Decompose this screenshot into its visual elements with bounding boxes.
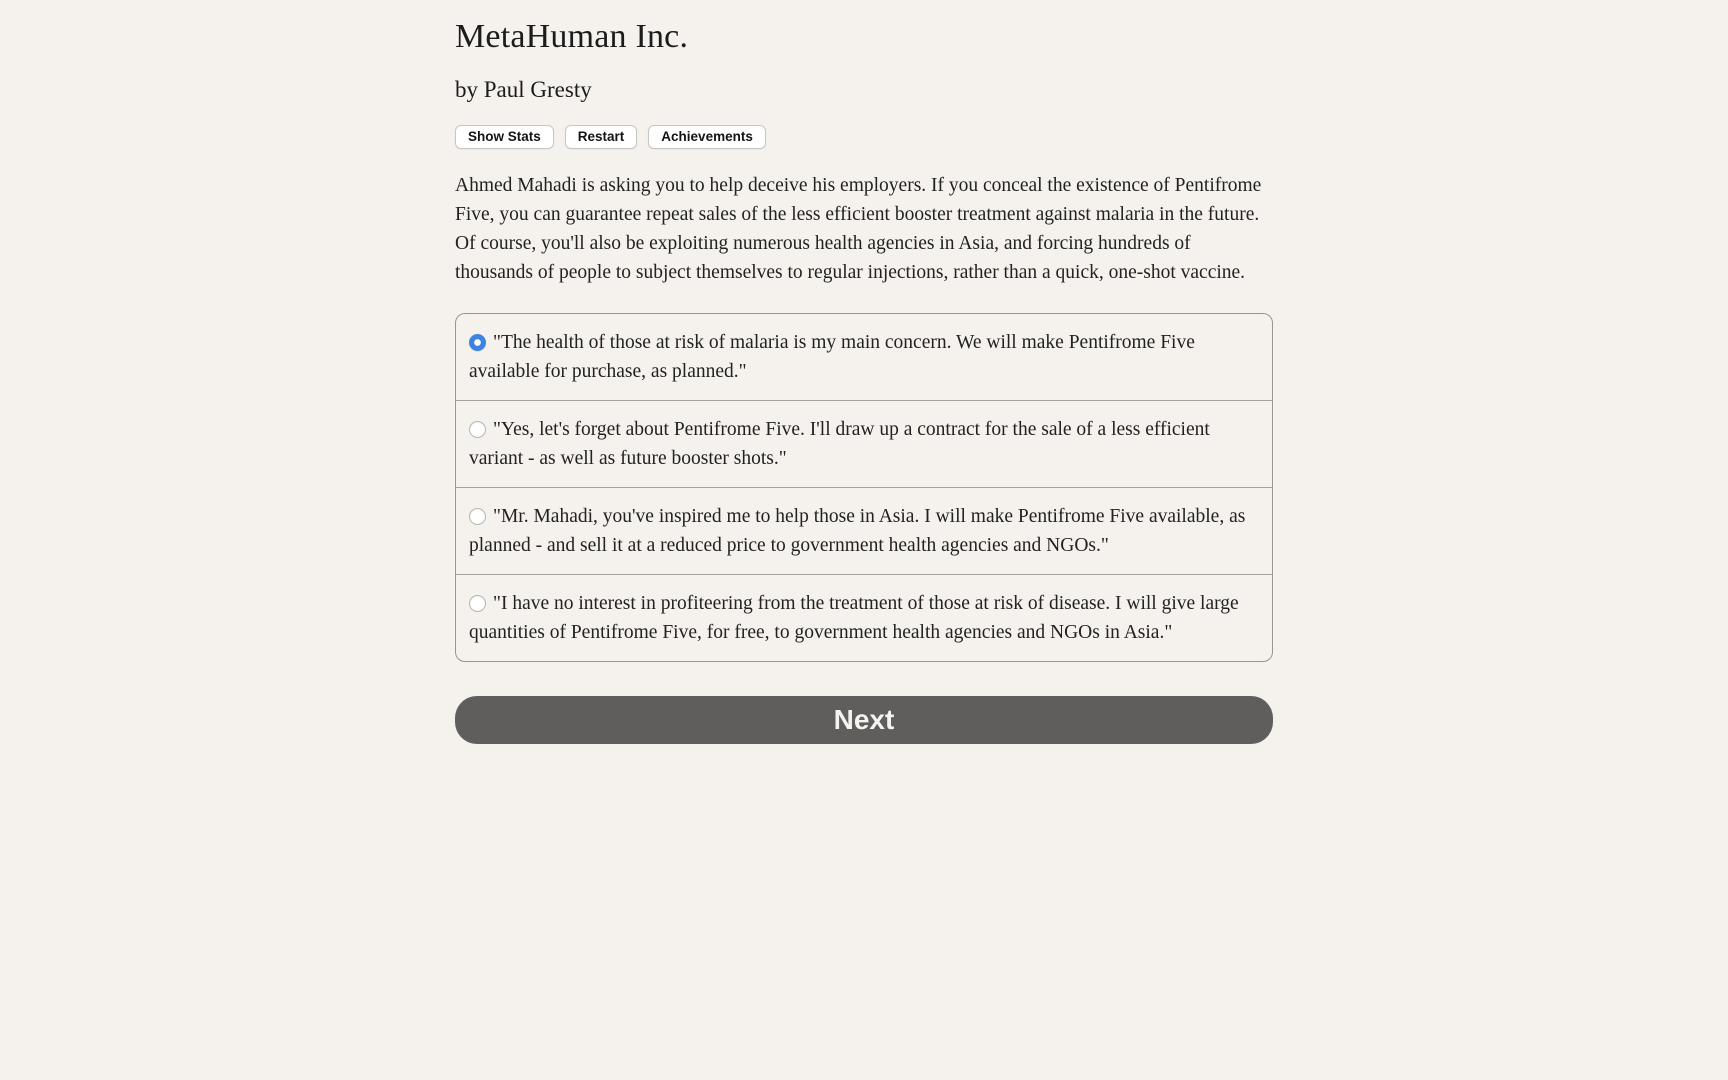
radio-selected-icon[interactable] xyxy=(469,334,486,351)
radio-unselected-icon[interactable] xyxy=(469,595,486,612)
page-title: MetaHuman Inc. xyxy=(455,18,689,55)
author-byline: by Paul Gresty xyxy=(455,77,592,102)
choice-option-1[interactable] xyxy=(456,314,1272,400)
choice-option-2[interactable] xyxy=(456,400,1272,487)
choice-option-label: "I have no interest in profiteering from the treatment of those at risk of disease. I will give large quantities of Pentifrome Five, for free, to government health agencies and NGOs in Asia." xyxy=(469,593,1239,643)
achievements-button[interactable]: Achievements xyxy=(648,125,766,149)
game-content xyxy=(455,0,1273,744)
radio-unselected-icon[interactable] xyxy=(469,421,486,438)
restart-button[interactable]: Restart xyxy=(565,125,638,149)
choice-option-3[interactable] xyxy=(456,487,1272,574)
radio-unselected-icon[interactable] xyxy=(469,508,486,525)
choice-option-4[interactable] xyxy=(456,574,1272,661)
choice-option-label: "The health of those at risk of malaria is my main concern. We will make Pentifrome Five available for purchase, as planned." xyxy=(469,332,1195,382)
show-stats-button[interactable]: Show Stats xyxy=(455,125,554,149)
choice-option-label: "Yes, let's forget about Pentifrome Five. I'll draw up a contract for the sale of a less efficient variant - as well as future booster shots." xyxy=(469,419,1210,469)
choice-list xyxy=(455,313,1273,662)
choice-option-label: "Mr. Mahadi, you've inspired me to help those in Asia. I will make Pentifrome Five available, as planned - and sell it at a reduced price to government health agencies and NGOs." xyxy=(469,506,1246,556)
toolbar xyxy=(455,125,1273,149)
next-button[interactable]: Next xyxy=(455,696,1273,744)
story-paragraph: Ahmed Mahadi is asking you to help deceive his employers. If you conceal the existence of Pentifrome Five, you can guarantee repeat sales of the less efficient booster treatment against malaria in the future. Of course, you'll also be exploiting numerous health agencies in Asia, and forcing hundreds of thousands of people to subject themselves to regular injections, rather than a quick, one-shot vaccine. xyxy=(455,175,1262,283)
